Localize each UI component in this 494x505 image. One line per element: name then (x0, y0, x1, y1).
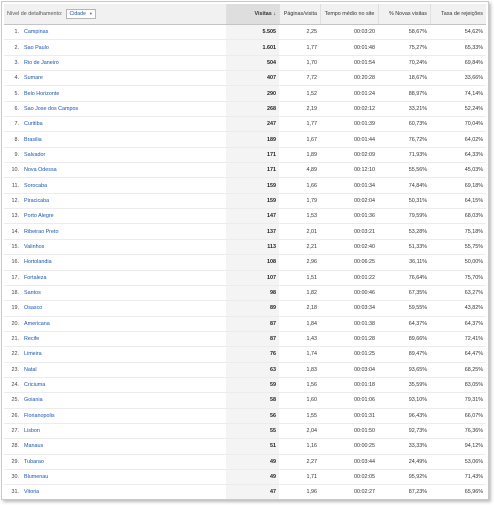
table-row (4, 209, 486, 224)
avg-time-cell: 00:02:40 (354, 243, 375, 250)
new-visits-cell: 18,67% (408, 75, 427, 82)
avg-time-cell: 00:01:50 (354, 428, 375, 435)
visits-cell: 113 (226, 240, 279, 254)
avg-time-cell: 00:02:12 (354, 105, 375, 112)
avg-time-cell: 00:03:21 (354, 228, 375, 235)
dimension-select-value: Cidade (69, 11, 86, 17)
visits-cell: 87 (226, 332, 279, 346)
pages-per-visit-cell: 2,19 (306, 105, 317, 112)
city-link[interactable]: Porto Alegre (24, 213, 54, 220)
visits-cell: 63 (226, 363, 279, 377)
new-visits-cell: 36,11% (409, 259, 427, 266)
new-visits-cell: 89,66% (408, 336, 427, 343)
table-row (4, 317, 486, 332)
visits-cell: 189 (226, 132, 279, 146)
row-number: 6. (14, 105, 19, 112)
new-visits-cell: 53,28% (408, 228, 427, 235)
new-visits-cell: 89,47% (408, 351, 427, 358)
avg-time-cell: 00:00:46 (354, 290, 375, 297)
new-visits-cell: 33,21% (408, 105, 427, 112)
table-row (4, 178, 486, 193)
pages-per-visit-cell: 1,77 (306, 121, 317, 128)
city-link[interactable]: Tubarao (24, 458, 44, 465)
pages-per-visit-cell: 1,56 (306, 382, 317, 389)
city-link[interactable]: Rio de Janeiro (24, 59, 59, 66)
pages-per-visit-cell: 1,43 (306, 336, 317, 343)
new-visits-cell: 55,56% (408, 167, 427, 174)
pages-per-visit-cell: 1,82 (306, 290, 317, 297)
avg-time-cell: 00:03:20 (354, 29, 375, 36)
pages-per-visit-cell: 1,60 (306, 397, 317, 404)
pages-per-visit-cell: 2,25 (306, 29, 317, 36)
table-row (4, 148, 486, 163)
new-visits-cell: 76,64% (408, 274, 427, 281)
table-row (4, 194, 486, 209)
new-visits-cell: 60,73% (408, 121, 427, 128)
visits-cell: 247 (226, 117, 279, 131)
avg-time-cell: 00:01:38 (354, 320, 375, 327)
bounce-rate-cell: 69,18% (464, 182, 483, 189)
row-number: 27. (11, 428, 19, 435)
pages-per-visit-cell: 1,74 (306, 351, 317, 358)
city-link[interactable]: Recife (24, 336, 40, 343)
row-number: 13. (11, 213, 19, 220)
city-link[interactable]: Nova Odessa (24, 167, 57, 174)
row-number: 19. (11, 305, 19, 312)
avg-time-cell: 00:03:34 (354, 305, 375, 312)
row-number: 16. (11, 259, 19, 266)
new-visits-cell: 93,65% (408, 366, 427, 373)
avg-time-cell: 00:20:28 (354, 75, 375, 82)
avg-time-cell: 00:01:39 (354, 121, 375, 128)
pages-per-visit-cell: 2,18 (306, 305, 317, 312)
avg-time-cell: 00:00:25 (354, 443, 375, 450)
bounce-rate-cell: 52,24% (464, 105, 483, 112)
avg-time-cell: 00:01:06 (354, 397, 375, 404)
pages-per-visit-cell: 1,70 (306, 59, 317, 66)
visits-cell: 290 (226, 86, 279, 100)
bounce-rate-cell: 68,25% (464, 366, 483, 373)
table-row (4, 286, 486, 301)
row-number: 18. (11, 290, 19, 297)
avg-time-cell: 00:02:05 (354, 474, 375, 481)
visits-cell: 49 (226, 455, 279, 469)
avg-time-cell: 00:01:28 (354, 336, 375, 343)
pages-per-visit-cell: 1,55 (306, 412, 317, 419)
city-link[interactable]: Vitoria (24, 489, 40, 496)
bounce-rate-cell: 72,41% (464, 336, 483, 343)
table-row (4, 255, 486, 270)
visits-cell: 49 (226, 470, 279, 484)
bounce-rate-cell: 75,18% (464, 228, 483, 235)
city-link[interactable]: Santos (24, 290, 41, 297)
new-visits-cell: 71,93% (408, 151, 427, 158)
pages-per-visit-cell: 7,72 (306, 75, 317, 82)
bounce-rate-cell: 45,03% (464, 167, 483, 174)
row-number: 7. (14, 121, 19, 128)
avg-time-cell: 00:01:48 (354, 44, 375, 51)
table-row (4, 378, 486, 393)
bounce-rate-cell: 70,04% (464, 121, 483, 128)
visits-cell: 98 (226, 286, 279, 300)
table-row (4, 424, 486, 439)
city-link[interactable]: Blumenau (24, 474, 49, 481)
table-row (4, 332, 486, 347)
pages-per-visit-cell: 1,53 (306, 213, 317, 220)
row-number: 12. (11, 197, 19, 204)
pages-per-visit-cell: 1,51 (306, 274, 317, 281)
visits-cell: 504 (226, 56, 279, 70)
pages-per-visit-cell: 2,04 (306, 428, 317, 435)
bounce-rate-cell: 65,96% (464, 489, 483, 496)
avg-time-cell: 00:01:31 (354, 412, 375, 419)
city-link[interactable]: Goiania (24, 397, 43, 404)
row-number: 21. (11, 336, 19, 343)
table-row (4, 485, 486, 500)
dimension-select[interactable] (66, 9, 95, 19)
bounce-rate-cell: 76,36% (464, 428, 483, 435)
new-visits-cell: 50,31% (408, 197, 427, 204)
table-row (4, 132, 486, 147)
visits-cell: 51 (226, 439, 279, 453)
row-number: 23. (11, 366, 19, 373)
bounce-rate-cell: 64,37% (464, 320, 483, 327)
new-visits-cell: 92,73% (408, 428, 427, 435)
city-link[interactable]: Piracicaba (24, 197, 50, 204)
new-visits-cell: 67,35% (408, 290, 427, 297)
avg-time-cell: 00:01:24 (354, 90, 375, 97)
new-visits-cell: 87,23% (408, 489, 427, 496)
row-number: 10. (11, 167, 19, 174)
avg-time-cell: 00:01:34 (354, 182, 375, 189)
table-body (4, 25, 486, 500)
bounce-rate-cell: 64,33% (464, 151, 483, 158)
city-link[interactable]: Americana (24, 320, 50, 327)
city-link[interactable]: Natal (24, 366, 37, 373)
chevron-down-icon: ▼ (88, 11, 93, 16)
row-number: 1. (14, 29, 19, 36)
bounce-rate-cell: 68,03% (464, 213, 483, 220)
avg-time-cell: 00:01:36 (354, 213, 375, 220)
column-header-pages-per-visit[interactable]: Páginas/visita (279, 4, 320, 24)
table-row (4, 224, 486, 239)
bounce-rate-cell: 53,06% (464, 458, 483, 465)
pages-per-visit-cell: 1,16 (306, 443, 317, 450)
row-number: 5. (14, 90, 19, 97)
bounce-rate-cell: 66,07% (464, 412, 483, 419)
row-number: 22. (11, 351, 19, 358)
new-visits-cell: 76,72% (408, 136, 427, 143)
row-number: 30. (11, 474, 19, 481)
visits-cell: 1.601 (226, 40, 279, 54)
bounce-rate-cell: 64,02% (464, 136, 483, 143)
dimension-header (4, 4, 226, 24)
avg-time-cell: 00:01:54 (354, 59, 375, 66)
city-link[interactable]: Manaus (24, 443, 44, 450)
new-visits-cell: 58,67% (408, 29, 427, 36)
dimension-label: Nível de detalhamento: (7, 11, 63, 17)
new-visits-cell: 33,33% (408, 443, 427, 450)
new-visits-cell: 70,24% (408, 59, 427, 66)
avg-time-cell: 00:06:25 (354, 259, 375, 266)
bounce-rate-cell: 79,31% (464, 397, 483, 404)
table-row (4, 117, 486, 132)
row-number: 3. (14, 59, 19, 66)
pages-per-visit-cell: 1,79 (306, 197, 317, 204)
row-number: 15. (11, 243, 19, 250)
avg-time-cell: 00:01:22 (354, 274, 375, 281)
row-number: 14. (11, 228, 19, 235)
row-number: 24. (11, 382, 19, 389)
city-link[interactable]: Florianopolis (24, 412, 55, 419)
bounce-rate-cell: 74,14% (464, 90, 483, 97)
visits-cell: 159 (226, 178, 279, 192)
new-visits-cell: 35,59% (408, 382, 427, 389)
avg-time-cell: 00:02:04 (354, 197, 375, 204)
table-row (4, 25, 486, 40)
visits-cell: 58 (226, 393, 279, 407)
table-row (4, 439, 486, 454)
table-row (4, 56, 486, 71)
visits-cell: 147 (226, 209, 279, 223)
table-row (4, 363, 486, 378)
table-row (4, 40, 486, 55)
visits-cell: 87 (226, 317, 279, 331)
table-row (4, 301, 486, 316)
visits-cell: 171 (226, 163, 279, 177)
bounce-rate-cell: 83,05% (464, 382, 483, 389)
pages-per-visit-cell: 2,21 (306, 243, 317, 250)
row-number: 4. (14, 75, 19, 82)
bounce-rate-cell: 75,70% (464, 274, 483, 281)
visits-cell: 59 (226, 378, 279, 392)
pages-per-visit-cell: 1,52 (306, 90, 317, 97)
visits-cell: 137 (226, 224, 279, 238)
visits-cell: 108 (226, 255, 279, 269)
avg-time-cell: 00:03:44 (354, 458, 375, 465)
city-link[interactable]: Sumare (24, 75, 43, 82)
bounce-rate-cell: 94,12% (464, 443, 483, 450)
bounce-rate-cell: 65,33% (464, 44, 483, 51)
bounce-rate-cell: 69,84% (464, 59, 483, 66)
city-link[interactable]: Lisbon (24, 428, 40, 435)
bounce-rate-cell: 71,43% (464, 474, 483, 481)
new-visits-cell: 24,49% (408, 458, 427, 465)
visits-cell: 47 (226, 485, 279, 499)
city-link[interactable]: Fortaleza (24, 274, 47, 281)
avg-time-cell: 00:02:27 (354, 489, 375, 496)
column-header-avg-time[interactable]: Tempo médio no site (320, 4, 378, 24)
avg-time-cell: 00:01:25 (354, 351, 375, 358)
visits-cell: 268 (226, 102, 279, 116)
new-visits-cell: 59,55% (408, 305, 427, 312)
visits-cell: 171 (226, 148, 279, 162)
row-number: 17. (11, 274, 19, 281)
city-report-table (4, 4, 486, 500)
pages-per-visit-cell: 1,96 (306, 489, 317, 496)
city-link[interactable]: Curitiba (24, 121, 43, 128)
column-header-bounce-rate[interactable]: Taxa de rejeições (430, 4, 486, 24)
new-visits-cell: 75,27% (408, 44, 427, 51)
report-frame (1, 1, 489, 500)
row-number: 29. (11, 458, 19, 465)
pages-per-visit-cell: 1,66 (306, 182, 317, 189)
new-visits-cell: 88,97% (408, 90, 427, 97)
table-row (4, 347, 486, 362)
city-link[interactable]: Osasco (24, 305, 43, 312)
new-visits-cell: 79,59% (408, 213, 427, 220)
row-number: 26. (11, 412, 19, 419)
pages-per-visit-cell: 1,84 (306, 320, 317, 327)
visits-cell: 407 (226, 71, 279, 85)
visits-cell: 107 (226, 271, 279, 285)
row-number: 2. (14, 44, 19, 51)
bounce-rate-cell: 63,27% (464, 290, 483, 297)
city-link[interactable]: Salvador (24, 151, 46, 158)
visits-cell: 55 (226, 424, 279, 438)
row-number: 9. (14, 151, 19, 158)
pages-per-visit-cell: 1,71 (306, 474, 317, 481)
new-visits-cell: 96,43% (408, 412, 427, 419)
table-row (4, 240, 486, 255)
pages-per-visit-cell: 1,77 (306, 44, 317, 51)
new-visits-cell: 74,84% (408, 182, 427, 189)
pages-per-visit-cell: 4,89 (306, 167, 317, 174)
city-link[interactable]: Belo Horizonte (24, 90, 60, 97)
table-row (4, 102, 486, 117)
row-number: 31. (11, 489, 19, 496)
bounce-rate-cell: 54,62% (464, 29, 483, 36)
row-number: 11. (11, 182, 19, 189)
bounce-rate-cell: 64,15% (464, 197, 483, 204)
avg-time-cell: 00:03:04 (354, 366, 375, 373)
table-row (4, 163, 486, 178)
pages-per-visit-cell: 2,01 (306, 228, 317, 235)
visits-cell: 5.505 (226, 25, 279, 39)
pages-per-visit-cell: 1,89 (306, 151, 317, 158)
bounce-rate-cell: 43,82% (464, 305, 483, 312)
avg-time-cell: 00:01:44 (354, 136, 375, 143)
new-visits-cell: 93,10% (408, 397, 427, 404)
new-visits-cell: 64,37% (408, 320, 427, 327)
city-link[interactable]: Sao Paulo (24, 44, 49, 51)
visits-cell: 89 (226, 301, 279, 315)
city-link[interactable]: Brasilia (24, 136, 42, 143)
row-number: 25. (11, 397, 19, 404)
city-link[interactable]: Sao Jose dos Campos (24, 105, 79, 112)
pages-per-visit-cell: 2,96 (306, 259, 317, 266)
table-row (4, 86, 486, 101)
column-header-visits[interactable]: Visitas ↓ (226, 4, 279, 24)
visits-cell: 159 (226, 194, 279, 208)
table-row (4, 470, 486, 485)
row-number: 20. (11, 320, 19, 327)
table-row (4, 71, 486, 86)
city-link[interactable]: Campinas (24, 29, 49, 36)
bounce-rate-cell: 33,66% (464, 75, 483, 82)
pages-per-visit-cell: 1,83 (306, 366, 317, 373)
table-header (4, 4, 486, 25)
visits-cell: 56 (226, 409, 279, 423)
city-link[interactable]: Ribeirao Preto (24, 228, 59, 235)
avg-time-cell: 00:02:09 (354, 151, 375, 158)
city-link[interactable]: Limeira (24, 351, 42, 358)
avg-time-cell: 00:01:18 (354, 382, 375, 389)
city-link[interactable]: Hortolandia (24, 259, 52, 266)
table-row (4, 455, 486, 470)
column-header-new-visits[interactable]: % Novas visitas (378, 4, 430, 24)
table-row (4, 409, 486, 424)
avg-time-cell: 00:12:10 (354, 167, 375, 174)
city-link[interactable]: Criciuma (24, 382, 46, 389)
pages-per-visit-cell: 2,27 (306, 458, 317, 465)
row-number: 28. (11, 443, 19, 450)
table-row (4, 271, 486, 286)
new-visits-cell: 95,92% (408, 474, 427, 481)
bounce-rate-cell: 64,47% (464, 351, 483, 358)
bounce-rate-cell: 55,75% (464, 243, 483, 250)
pages-per-visit-cell: 1,67 (306, 136, 317, 143)
bounce-rate-cell: 50,00% (464, 259, 483, 266)
visits-cell: 76 (226, 347, 279, 361)
row-number: 8. (14, 136, 19, 143)
new-visits-cell: 51,33% (408, 243, 427, 250)
city-link[interactable]: Valinhos (24, 243, 45, 250)
table-row (4, 393, 486, 408)
city-link[interactable]: Sorocaba (24, 182, 48, 189)
